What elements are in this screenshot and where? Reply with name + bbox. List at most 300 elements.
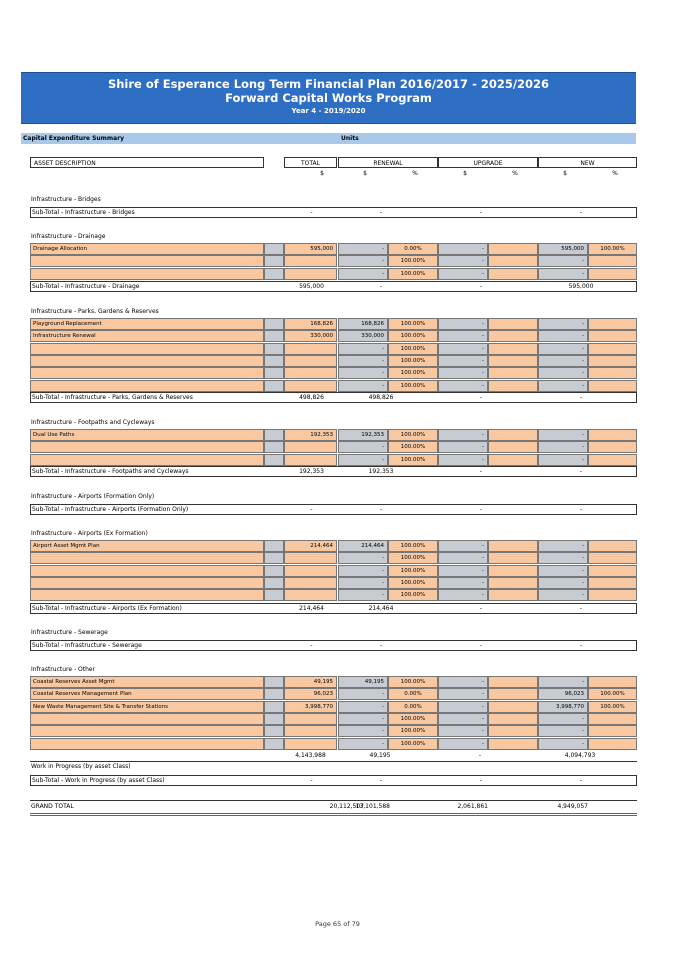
table-row [30, 552, 637, 564]
table-row [30, 565, 637, 577]
subtotal-renewal: - [379, 209, 383, 216]
row-new: - [538, 454, 588, 466]
table-row [30, 540, 637, 552]
row-upgrade: - [438, 441, 488, 453]
row-spacer [264, 540, 284, 552]
row-total: 595,000 [284, 243, 337, 255]
row-upgrade: - [438, 343, 488, 355]
row-spacer [264, 565, 284, 577]
row-description [30, 589, 264, 601]
row-new: - [538, 577, 588, 589]
col-upgrade: UPGRADE [438, 157, 538, 168]
section-title: Infrastructure - Drainage [31, 233, 106, 240]
row-total [284, 589, 337, 601]
row-spacer [264, 255, 284, 267]
row-description [30, 552, 264, 564]
row-renewal-pct: 100.00% [388, 738, 438, 750]
row-description: Coastal Reserves Management Plan [30, 688, 264, 700]
row-renewal: - [338, 454, 388, 466]
subtotal-total: 214,464 [299, 605, 324, 612]
row-new-pct [588, 255, 637, 267]
row-new-pct [588, 738, 637, 750]
table-row [30, 243, 637, 255]
row-upgrade: - [438, 701, 488, 713]
row-new: - [538, 380, 588, 392]
row-spacer [264, 355, 284, 367]
row-upgrade: - [438, 688, 488, 700]
row-upgrade: - [438, 429, 488, 441]
row-upgrade-pct [488, 577, 538, 589]
row-renewal-pct: 100.00% [388, 355, 438, 367]
subtotal-new: - [579, 209, 583, 216]
row-renewal: - [338, 701, 388, 713]
subtotal-total: 192,353 [299, 468, 324, 475]
subtotal-renewal: 214,464 [368, 605, 394, 612]
row-new: - [538, 540, 588, 552]
row-description [30, 380, 264, 392]
row-new-pct [588, 318, 637, 330]
row-renewal-pct: 100.00% [388, 380, 438, 392]
table-row [30, 688, 637, 700]
row-spacer [264, 330, 284, 342]
row-description [30, 577, 264, 589]
row-renewal-pct: 100.00% [388, 577, 438, 589]
row-new: - [538, 367, 588, 379]
row-upgrade: - [438, 738, 488, 750]
row-upgrade-pct [488, 688, 538, 700]
subtotal-new: - [579, 777, 583, 784]
col-new: NEW [538, 157, 637, 168]
summary-bar [21, 133, 636, 144]
row-new-pct [588, 367, 637, 379]
summary-units: Units [341, 135, 359, 142]
row-new: - [538, 713, 588, 725]
row-total [284, 355, 337, 367]
row-description: Playground Replacement [30, 318, 264, 330]
row-renewal-pct: 0.00% [388, 243, 438, 255]
row-renewal: - [338, 713, 388, 725]
row-total [284, 441, 337, 453]
subtotal-upgrade: - [479, 605, 483, 612]
row-renewal-pct: 100.00% [388, 255, 438, 267]
row-description [30, 343, 264, 355]
row-total [284, 255, 337, 267]
summary-label: Capital Expenditure Summary [23, 135, 125, 142]
table-row [30, 738, 637, 750]
row-upgrade-pct [488, 713, 538, 725]
row-total: 330,000 [284, 330, 337, 342]
row-new: - [538, 725, 588, 737]
row-upgrade-pct [488, 738, 538, 750]
row-new: - [538, 355, 588, 367]
row-description [30, 367, 264, 379]
row-upgrade: - [438, 255, 488, 267]
report-year: Year 4 - 2019/2020 [291, 107, 366, 115]
section-title: Infrastructure - Bridges [31, 196, 101, 203]
row-total: 49,195 [284, 676, 337, 688]
row-total [284, 577, 337, 589]
row-renewal: - [338, 738, 388, 750]
subtotal-total: 498,826 [299, 394, 324, 401]
row-description: Infrastructure Renewal [30, 330, 264, 342]
row-renewal-pct: 100.00% [388, 552, 438, 564]
row-upgrade: - [438, 355, 488, 367]
section-title: Infrastructure - Parks, Gardens & Reserves [31, 308, 159, 315]
row-renewal-pct: 100.00% [388, 454, 438, 466]
section-title: Infrastructure - Footpaths and Cycleways [31, 419, 155, 426]
subtotal-label: Sub-Total - Infrastructure - Sewerage [32, 642, 142, 649]
row-new-pct: 100.00% [588, 688, 637, 700]
row-upgrade-pct [488, 565, 538, 577]
row-description [30, 565, 264, 577]
row-description: Dual Use Paths [30, 429, 264, 441]
row-renewal-pct: 100.00% [388, 268, 438, 280]
row-spacer [264, 441, 284, 453]
subtotal-label: Sub-Total - Infrastructure - Parks, Gardens & Reserves [32, 394, 193, 401]
row-spacer [264, 552, 284, 564]
table-row [30, 713, 637, 725]
unit-upgrade-pct: % [512, 170, 518, 177]
row-description [30, 738, 264, 750]
row-new-pct [588, 268, 637, 280]
table-row [30, 268, 637, 280]
row-new: - [538, 738, 588, 750]
unit-renewal-dollar: $ [363, 170, 367, 177]
row-new-pct [588, 441, 637, 453]
subtotal-row [30, 281, 637, 292]
subtotal-label: Sub-Total - Infrastructure - Airports (Ex Formation) [32, 605, 182, 612]
subtotal-upgrade: - [479, 283, 483, 290]
row-upgrade: - [438, 589, 488, 601]
row-upgrade-pct [488, 676, 538, 688]
subtotal-renewal: 192,353 [368, 468, 394, 475]
row-renewal-pct: 100.00% [388, 565, 438, 577]
subtotal-new: - [579, 506, 583, 513]
row-upgrade-pct [488, 268, 538, 280]
row-new: - [538, 318, 588, 330]
row-total [284, 738, 337, 750]
row-new-pct: 100.00% [588, 243, 637, 255]
row-new: 3,998,770 [538, 701, 588, 713]
subtotal-renewal: - [379, 283, 383, 290]
row-spacer [264, 429, 284, 441]
row-spacer [264, 243, 284, 255]
row-renewal: 214,464 [338, 540, 388, 552]
table-row [30, 330, 637, 342]
subtotal-row [30, 775, 637, 786]
row-renewal: - [338, 343, 388, 355]
row-new-pct [588, 355, 637, 367]
table-row [30, 725, 637, 737]
row-upgrade: - [438, 577, 488, 589]
row-renewal: - [338, 589, 388, 601]
row-renewal-pct: 100.00% [388, 343, 438, 355]
section-title: Infrastructure - Other [31, 666, 96, 673]
row-renewal: - [338, 243, 388, 255]
report-banner [21, 72, 636, 124]
row-upgrade: - [438, 454, 488, 466]
report-subtitle: Forward Capital Works Program [225, 91, 432, 105]
subtotal-upgrade: - [479, 394, 483, 401]
row-total: 3,998,770 [284, 701, 337, 713]
table-row [30, 343, 637, 355]
grand-total-upgrade: 2,061,861 [457, 803, 488, 810]
row-total [284, 454, 337, 466]
subtotal-row [30, 392, 637, 403]
section-title: Infrastructure - Airports (Ex Formation) [31, 530, 148, 537]
row-upgrade: - [438, 540, 488, 552]
section-total-row [30, 750, 637, 762]
row-total [284, 552, 337, 564]
subtotal-total: - [310, 209, 313, 216]
row-new-pct [588, 589, 637, 601]
row-upgrade: - [438, 713, 488, 725]
row-new: 595,000 [538, 243, 588, 255]
unit-new-pct: % [612, 170, 618, 177]
row-renewal-pct: 100.00% [388, 318, 438, 330]
row-new: - [538, 429, 588, 441]
unit-renewal-pct: % [412, 170, 418, 177]
subtotal-total: - [310, 777, 313, 784]
row-renewal-pct: 100.00% [388, 540, 438, 552]
section-total-upgrade: - [478, 752, 482, 759]
row-upgrade-pct [488, 589, 538, 601]
row-total: 168,826 [284, 318, 337, 330]
row-new: - [538, 565, 588, 577]
row-total [284, 367, 337, 379]
row-upgrade: - [438, 318, 488, 330]
row-renewal: - [338, 577, 388, 589]
row-new-pct: 100.00% [588, 701, 637, 713]
row-renewal: - [338, 355, 388, 367]
row-new: - [538, 676, 588, 688]
subtotal-label: Sub-Total - Infrastructure - Bridges [32, 209, 135, 216]
subtotal-renewal: - [379, 506, 383, 513]
row-description [30, 355, 264, 367]
subtotal-label: Sub-Total - Infrastructure - Airports (Formation Only) [32, 506, 189, 513]
row-spacer [264, 701, 284, 713]
table-row [30, 676, 637, 688]
row-upgrade-pct [488, 380, 538, 392]
subtotal-total: - [310, 506, 313, 513]
row-new: - [538, 343, 588, 355]
row-renewal: 168,826 [338, 318, 388, 330]
row-spacer [264, 577, 284, 589]
row-upgrade-pct [488, 552, 538, 564]
row-renewal: - [338, 380, 388, 392]
col-renewal: RENEWAL [338, 157, 438, 168]
report-title: Shire of Esperance Long Term Financial Plan 2016/2017 - 2025/2026 [107, 77, 550, 91]
row-upgrade-pct [488, 243, 538, 255]
row-renewal: 330,000 [338, 330, 388, 342]
row-renewal-pct: 100.00% [388, 713, 438, 725]
table-row [30, 380, 637, 392]
row-new-pct [588, 380, 637, 392]
row-new-pct [588, 676, 637, 688]
row-spacer [264, 725, 284, 737]
row-description [30, 454, 264, 466]
col-total: TOTAL [284, 157, 337, 168]
unit-upgrade-dollar: $ [463, 170, 467, 177]
row-spacer [264, 454, 284, 466]
grand-total-total: 20,112,507 [329, 803, 364, 810]
row-total [284, 713, 337, 725]
subtotal-new: - [579, 605, 583, 612]
row-new-pct [588, 713, 637, 725]
row-upgrade: - [438, 725, 488, 737]
row-new: - [538, 552, 588, 564]
row-upgrade-pct [488, 441, 538, 453]
subtotal-upgrade: - [479, 506, 483, 513]
row-upgrade: - [438, 552, 488, 564]
section-total-total: 4,143,988 [295, 752, 326, 759]
row-new-pct [588, 565, 637, 577]
row-upgrade: - [438, 243, 488, 255]
row-upgrade-pct [488, 318, 538, 330]
row-new-pct [588, 330, 637, 342]
row-total: 214,464 [284, 540, 337, 552]
table-row [30, 318, 637, 330]
unit-new-dollar: $ [563, 170, 567, 177]
row-total [284, 343, 337, 355]
row-total [284, 380, 337, 392]
row-description [30, 441, 264, 453]
section-title: Infrastructure - Sewerage [31, 629, 108, 636]
row-upgrade-pct [488, 701, 538, 713]
row-upgrade: - [438, 330, 488, 342]
row-total: 96,023 [284, 688, 337, 700]
subtotal-upgrade: - [479, 468, 483, 475]
row-renewal-pct: 0.00% [388, 688, 438, 700]
row-upgrade: - [438, 268, 488, 280]
row-new-pct [588, 725, 637, 737]
row-spacer [264, 380, 284, 392]
row-spacer [264, 738, 284, 750]
subtotal-new: 595,000 [568, 283, 594, 290]
subtotal-label: Sub-Total - Work in Progress (by asset Class) [32, 777, 165, 784]
row-total: 192,353 [284, 429, 337, 441]
row-upgrade-pct [488, 255, 538, 267]
row-new-pct [588, 343, 637, 355]
subtotal-renewal: - [379, 777, 383, 784]
subtotal-upgrade: - [479, 642, 483, 649]
page-number: Page 65 of 79 [315, 920, 360, 928]
row-renewal-pct: 100.00% [388, 367, 438, 379]
grand-total-label: GRAND TOTAL [31, 803, 74, 810]
row-new: - [538, 268, 588, 280]
row-description: Drainage Allocation [30, 243, 264, 255]
section-title: Infrastructure - Airports (Formation Only) [31, 493, 155, 500]
subtotal-renewal: 498,826 [368, 394, 394, 401]
row-upgrade: - [438, 676, 488, 688]
row-upgrade: - [438, 565, 488, 577]
unit-total: $ [320, 170, 324, 177]
row-spacer [264, 318, 284, 330]
subtotal-label: Sub-Total - Infrastructure - Drainage [32, 283, 140, 290]
subtotal-upgrade: - [479, 209, 483, 216]
row-renewal: - [338, 725, 388, 737]
subtotal-row [30, 466, 637, 477]
table-row [30, 454, 637, 466]
row-new: - [538, 441, 588, 453]
section-title: Work in Progress (by asset Class) [31, 763, 131, 770]
subtotal-new: - [579, 468, 583, 475]
row-spacer [264, 589, 284, 601]
table-row [30, 577, 637, 589]
row-upgrade-pct [488, 330, 538, 342]
row-spacer [264, 343, 284, 355]
row-new: - [538, 589, 588, 601]
row-spacer [264, 713, 284, 725]
row-upgrade-pct [488, 725, 538, 737]
row-new: - [538, 330, 588, 342]
subtotal-label: Sub-Total - Infrastructure - Footpaths and Cycleways [32, 468, 189, 475]
row-renewal: 192,353 [338, 429, 388, 441]
row-renewal: - [338, 255, 388, 267]
subtotal-new: - [579, 642, 583, 649]
section-total-renewal: 49,195 [369, 752, 391, 759]
row-renewal-pct: 100.00% [388, 330, 438, 342]
row-upgrade-pct [488, 343, 538, 355]
row-upgrade-pct [488, 429, 538, 441]
table-row [30, 355, 637, 367]
row-new: - [538, 255, 588, 267]
subtotal-new: - [579, 394, 583, 401]
subtotal-upgrade: - [479, 777, 483, 784]
row-upgrade-pct [488, 355, 538, 367]
row-description: Airport Asset Mgmt Plan [30, 540, 264, 552]
row-renewal: - [338, 367, 388, 379]
subtotal-row [30, 504, 637, 515]
subtotal-row [30, 603, 637, 614]
row-total [284, 565, 337, 577]
row-spacer [264, 676, 284, 688]
grand-total-new: 4,949,057 [557, 803, 588, 810]
row-renewal: - [338, 688, 388, 700]
table-row [30, 255, 637, 267]
row-spacer [264, 268, 284, 280]
subtotal-row [30, 640, 637, 651]
row-renewal-pct: 100.00% [388, 676, 438, 688]
row-new-pct [588, 540, 637, 552]
row-description [30, 268, 264, 280]
row-new-pct [588, 577, 637, 589]
row-upgrade-pct [488, 367, 538, 379]
row-description [30, 255, 264, 267]
table-row [30, 367, 637, 379]
row-renewal-pct: 0.00% [388, 701, 438, 713]
subtotal-total: - [310, 642, 313, 649]
table-row [30, 701, 637, 713]
row-description: Coastal Reserves Asset Mgmt [30, 676, 264, 688]
row-new-pct [588, 552, 637, 564]
row-renewal: - [338, 552, 388, 564]
row-upgrade: - [438, 380, 488, 392]
row-renewal: - [338, 268, 388, 280]
table-row [30, 589, 637, 601]
row-renewal: - [338, 441, 388, 453]
row-renewal-pct: 100.00% [388, 441, 438, 453]
table-row [30, 441, 637, 453]
row-renewal-pct: 100.00% [388, 725, 438, 737]
row-renewal: 49,195 [338, 676, 388, 688]
row-renewal: - [338, 565, 388, 577]
row-new-pct [588, 454, 637, 466]
row-new-pct [588, 429, 637, 441]
section-total-new: 4,094,793 [564, 752, 596, 759]
row-spacer [264, 688, 284, 700]
row-total [284, 725, 337, 737]
